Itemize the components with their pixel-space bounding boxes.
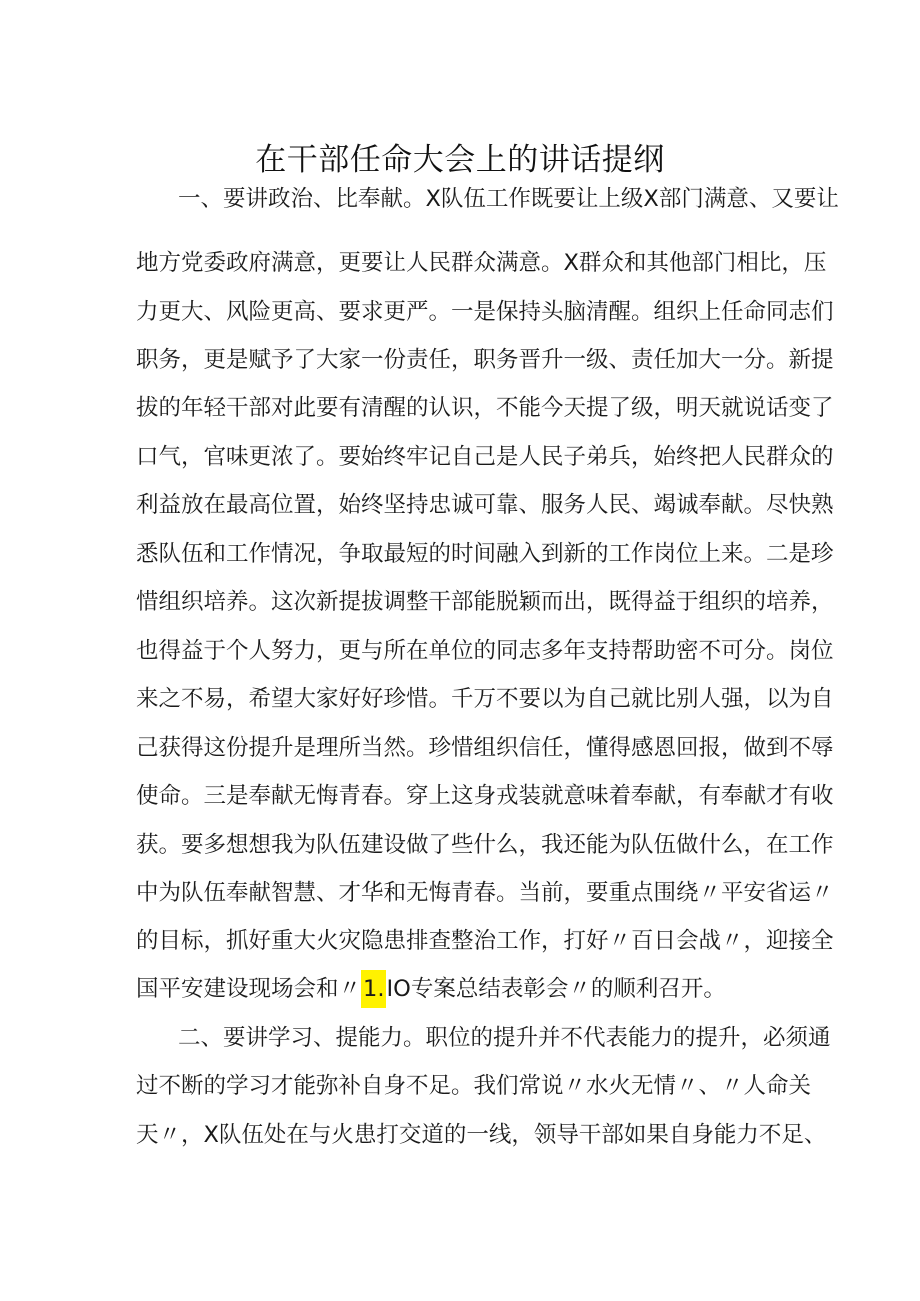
paragraph-line: 己获得这份提升是理所当然。珍惜组织信任，懂得感恩回报，做到不辱 [136, 735, 834, 761]
paragraph-line: 一、要讲政治、比奉献。X队伍工作既要让上级X部门满意、又要让 [178, 186, 839, 212]
paragraph-line: 惜组织培养。这次新提拔调整干部能脱颖而出，既得益于组织的培养， [136, 589, 834, 615]
paragraph-line: 悉队伍和工作情况，争取最短的时间融入到新的工作岗位上来。二是珍 [136, 541, 834, 567]
paragraph-line: 使命。三是奉献无悔青春。穿上这身戎装就意味着奉献，有奉献才有收 [136, 783, 834, 809]
paragraph-line: 职务，更是赋予了大家一份责任，职务晋升一级、责任加大一分。新提 [136, 347, 834, 373]
paragraph-line: 二、要讲学习、提能力。职位的提升并不代表能力的提升，必须通 [178, 1025, 831, 1051]
paragraph-line: 获。要多想想我为队伍建设做了些什么，我还能为队伍做什么，在工作 [136, 832, 834, 858]
paragraph-line: 天〃，X队伍处在与火患打交道的一线，领导干部如果自身能力不足、 [136, 1122, 827, 1148]
paragraph-line: 来之不易，希望大家好好珍惜。千万不要以为自己就比别人强，以为自 [136, 686, 834, 712]
highlighted-text: 1. [361, 970, 386, 1008]
paragraph-line: 拔的年轻干部对此要有清醒的认识，不能今天提了级，明天就说话变了 [136, 395, 834, 421]
paragraph-line: 的目标，抓好重大火灾隐患排查整治工作，打好〃百日会战〃，迎接全 [136, 928, 834, 954]
paragraph-line: 地方党委政府满意，更要让人民群众满意。X群众和其他部门相比，压 [136, 250, 827, 276]
paragraph-line: 中为队伍奉献智慧、才华和无悔青春。当前，要重点围绕〃平安省运〃 [136, 880, 834, 906]
line-text-after: IO专案总结表彰会〃的顺利召开。 [386, 976, 726, 1002]
paragraph-line: 利益放在最高位置，始终坚持忠诚可靠、服务人民、竭诚奉献。尽快熟 [136, 492, 834, 518]
paragraph-line-highlighted [136, 972, 726, 1006]
paragraph-line: 口气，官味更浓了。要始终牢记自己是人民子弟兵，始终把人民群众的 [136, 444, 834, 470]
page-title: 在干部任命大会上的讲话提纲 [255, 142, 665, 178]
line-text-before: 国平安建设现场会和〃 [136, 976, 362, 1002]
paragraph-line: 过不断的学习才能弥补自身不足。我们常说〃水火无情〃、〃人命关 [136, 1073, 812, 1099]
paragraph-line: 力更大、风险更高、要求更严。一是保持头脑清醒。组织上任命同志们 [136, 299, 834, 325]
paragraph-line: 也得益于个人努力，更与所在单位的同志多年支持帮助密不可分。岗位 [136, 638, 834, 664]
